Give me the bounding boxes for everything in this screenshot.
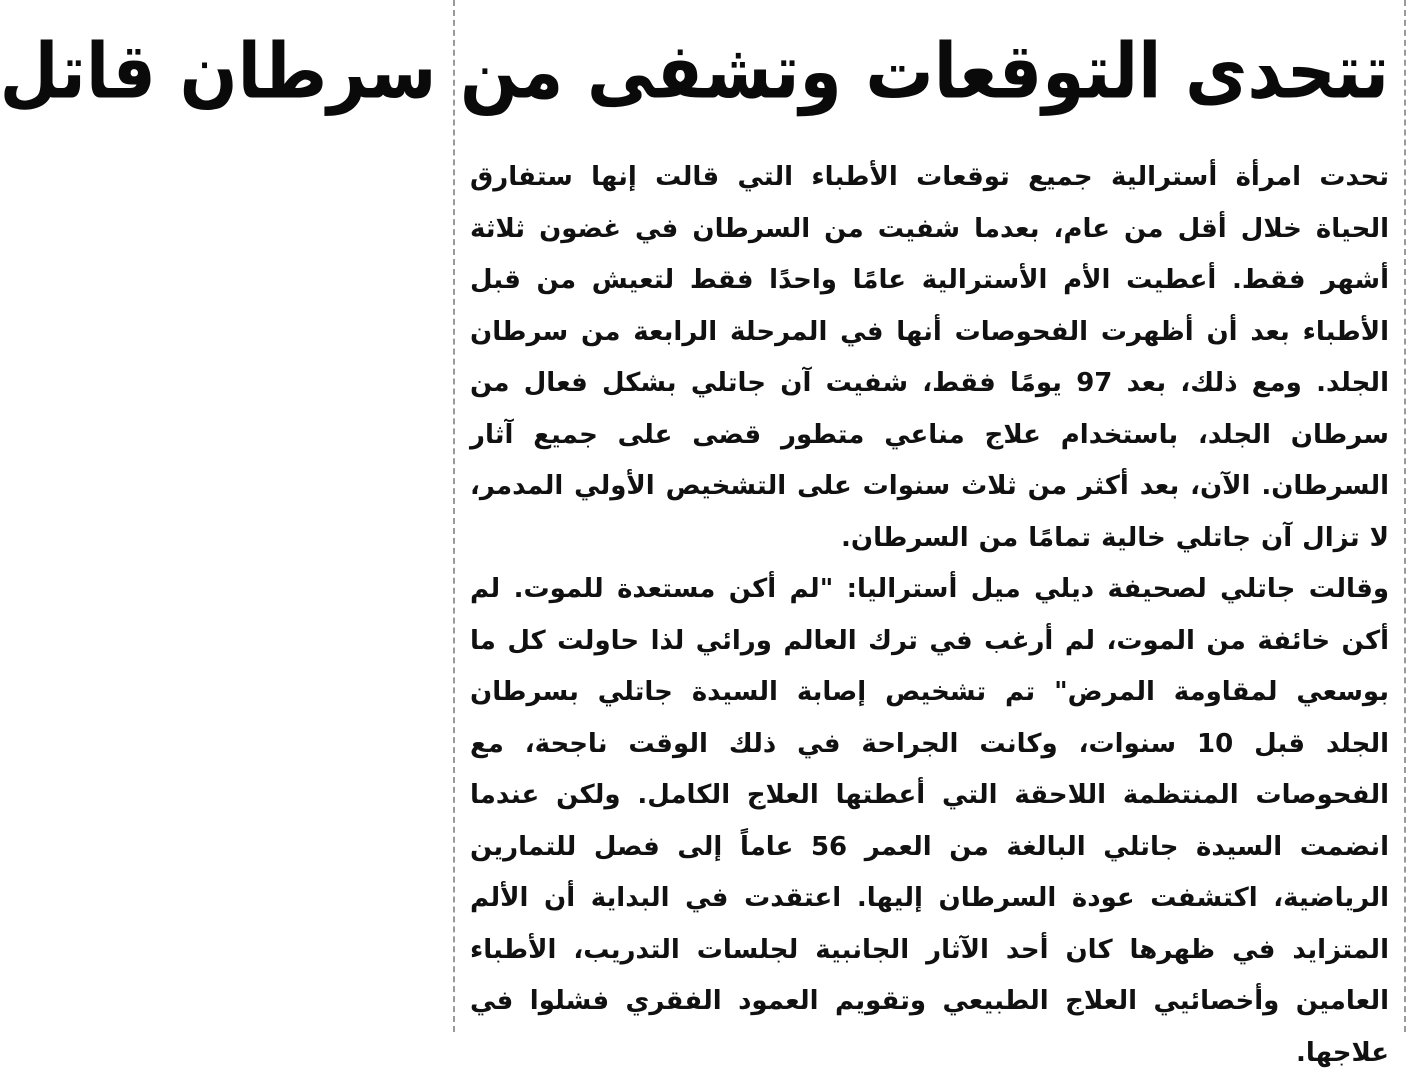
page-border-right xyxy=(1404,0,1406,1032)
page-border-left xyxy=(453,0,455,1032)
article-paragraph-1: تحدت امرأة أسترالية جميع توقعات الأطباء التي قالت إنها ستفارق الحياة خلال أقل من عام، بعدما شفيت من السرطان في غضون ثلاثة أشهر فقط. أعطيت الأم الأسترالية عامًا واحدًا فقط لتعيش من قبل الأطباء بعد أن أظهرت الفحوصات أنها في المرحلة الرابعة من سرطان الجلد. ومع ذلك، بعد 97 يومًا فقط، شفيت آن جاتلي بشكل فعال من سرطان الجلد، باستخدام علاج مناعي متطور قضى على جميع آثار السرطان. الآن، بعد أكثر من ثلاث سنوات على التشخيص الأولي المدمر، لا تزال آن جاتلي خالية تمامًا من السرطان. xyxy=(470,162,1389,553)
article-paragraph-2: وقالت جاتلي لصحيفة ديلي ميل أستراليا: "لم أكن مستعدة للموت. لم أكن خائفة من الموت، لم أرغب في ترك العالم ورائي لذا حاولت كل ما بوسعي لمقاومة المرض" تم تشخيص إصابة السيدة جاتلي بسرطان الجلد قبل 10 سنوات، وكانت الجراحة في ذلك الوقت ناجحة، مع الفحوصات المنتظمة اللاحقة التي أعطتها العلاج الكامل. ولكن عندما انضمت السيدة جاتلي البالغة من العمر 56 عاماً إلى فصل للتمارين الرياضية، اكتشفت عودة السرطان إليها. اعتقدت في البداية أن الألم المتزايد في ظهرها كان أحد الآثار الجانبية لجلسات التدريب، الأطباء العامين وأخصائيي العلاج الطبيعي وتقويم العمود الفقري فشلوا في علاجها. xyxy=(470,574,1390,1068)
article-headline: تتحدى التوقعات وتشفى من سرطان قاتل xyxy=(0,28,1389,117)
article-body xyxy=(470,152,1389,1079)
